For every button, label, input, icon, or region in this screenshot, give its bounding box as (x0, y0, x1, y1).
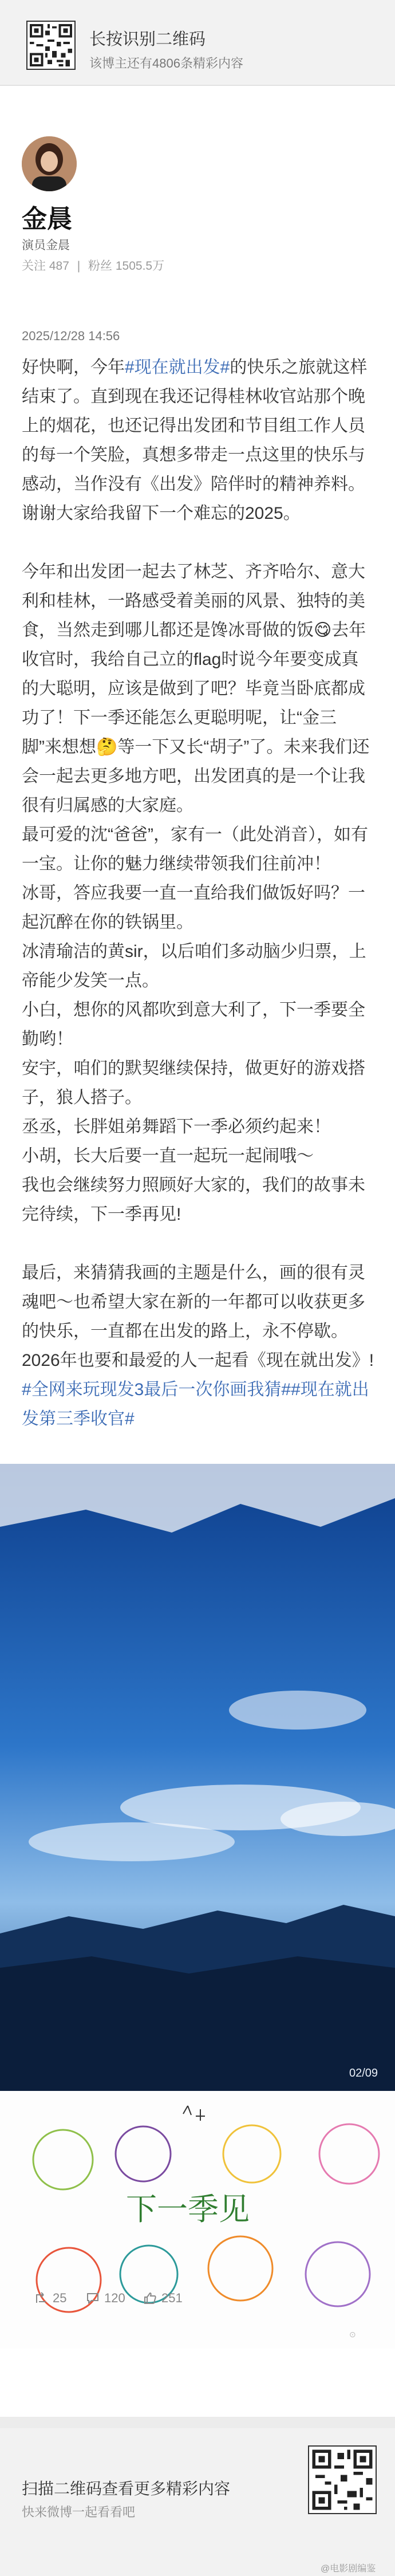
text-segment: 小胡，长大后要一直一起玩一起闹哦～ (22, 1147, 314, 1165)
svg-text:⊙: ⊙ (349, 2330, 356, 2339)
text-segment: 最后，来猜猜我画的主题是什么，画的很有灵魂吧～也希望大家在新的一年都可以收获更多的快乐，一直都在出发的路上，永不停歇。2026年也要和最爱的人一起看《现在就出发》! (22, 1263, 374, 1370)
text-segment: 冰清瑜洁的黄sir，以后咱们多动脑少归票，上帝能少发笑一点。 (22, 942, 366, 990)
post-paragraph (22, 937, 374, 995)
text-segment: 丞丞，长胖姐弟舞蹈下一季必须约起来！ (22, 1117, 331, 1136)
repost-icon (34, 2291, 48, 2305)
follow-count: 关注 487 (22, 259, 69, 273)
top-qr-banner (0, 0, 395, 86)
hashtag-link[interactable]: #全网来玩现发3最后一次你画我猜# (22, 1380, 291, 1399)
post-paragraph (22, 1375, 374, 1433)
qr-banner-subtitle: 该博主还有4806条精彩内容 (89, 56, 243, 70)
photo-counter: 02/09 (349, 2067, 378, 2079)
stats-divider: | (77, 259, 81, 273)
post-paragraph (22, 1171, 374, 1229)
post-paragraph (22, 1141, 374, 1171)
verification-label: 演员金晨 (22, 239, 70, 252)
like-icon (143, 2291, 157, 2305)
post-paragraph (22, 1258, 374, 1375)
paragraph-gap (22, 1229, 374, 1258)
avatar[interactable] (22, 136, 77, 191)
author-name[interactable]: 金晨 (22, 205, 72, 233)
qr-code-icon[interactable] (26, 21, 76, 70)
post-text (22, 353, 374, 1433)
text-segment: 安宇，咱们的默契继续保持，做更好的游戏搭子，狼人搭子。 (22, 1059, 365, 1107)
watermark: @电影剧编鉴 (321, 2564, 376, 2574)
qr-code-icon[interactable] (308, 2445, 377, 2514)
like-button[interactable] (143, 2291, 183, 2306)
comment-icon (86, 2291, 100, 2305)
drawing-caption: 下一季见 (126, 2192, 250, 2227)
text-segment: 小白，想你的风都吹到意大利了，下一季要全勤哟！ (22, 1001, 365, 1049)
text-segment: 最可爱的沈“爸爸”，家有一（此处消音），如有一宝。让你的魅力继续带领我们往前冲！ (22, 825, 368, 873)
post-date: 2025/12/28 14:56 (22, 329, 120, 343)
post-paragraph (22, 557, 374, 820)
post-photo[interactable] (0, 1464, 395, 2091)
fans-count: 粉丝 1505.5万 (88, 259, 165, 273)
text-segment: 冰哥，答应我要一直一直给我们做饭好吗？一起沉醉在你的铁锅里。 (22, 884, 365, 932)
comment-button[interactable] (86, 2291, 125, 2306)
repost-count: 25 (53, 2291, 67, 2305)
repost-button[interactable] (34, 2291, 66, 2306)
post-paragraph (22, 1054, 374, 1112)
post-paragraph (22, 820, 374, 879)
footer-title: 扫描二维码查看更多精彩内容 (22, 2480, 231, 2498)
post-paragraph (22, 995, 374, 1054)
footer-subtitle: 快来微博一起看看吧 (22, 2505, 136, 2519)
post-paragraph (22, 1112, 374, 1141)
post-paragraph (22, 353, 374, 528)
text-segment: 的快乐之旅就这样结束了。直到现在我还记得桂林收官站那个晚上的烟花，也还记得出发团和节目组工作人员的每一个笑脸，真想多带走一点这里的快乐与感动，当作没有《出发》陪伴时的精神养料。谢谢大家给我留下一个难忘的2025。 (22, 358, 368, 523)
hashtag-link[interactable]: #现在就出发第三季收官# (22, 1380, 369, 1428)
paragraph-gap (22, 528, 374, 557)
text-segment: 我也会继续努力照顾好大家的，我们的故事未完待续，下一季再见! (22, 1176, 365, 1224)
post-paragraph (22, 879, 374, 937)
like-count: 251 (161, 2291, 183, 2305)
text-segment: 好快啊，今年 (22, 358, 125, 377)
action-bar (0, 2275, 395, 2321)
bottom-qr-banner (0, 2428, 395, 2576)
comment-count: 120 (104, 2291, 125, 2305)
qr-banner-title: 长按识别二维码 (89, 30, 206, 49)
author-stats (22, 257, 169, 274)
hashtag-link[interactable]: #现在就出发# (125, 358, 230, 377)
text-segment: 今年和出发团一起去了林芝、齐齐哈尔、意大利和桂林，一路感受着美丽的风景、独特的美食，当然走到哪儿都还是馋冰哥做的饭😋去年收官时，我给自己立的flag时说今年要变成真的大聪明，应该是做到了吧？毕竟当卧底都成功了！下一季还能怎么更聪明呢，让“金三脚”来想想🤔等一下又长“胡子”了。未来我们还会一起去更多地方吧，出发团真的是一个让我很有归属感的大家庭。 (22, 562, 370, 815)
